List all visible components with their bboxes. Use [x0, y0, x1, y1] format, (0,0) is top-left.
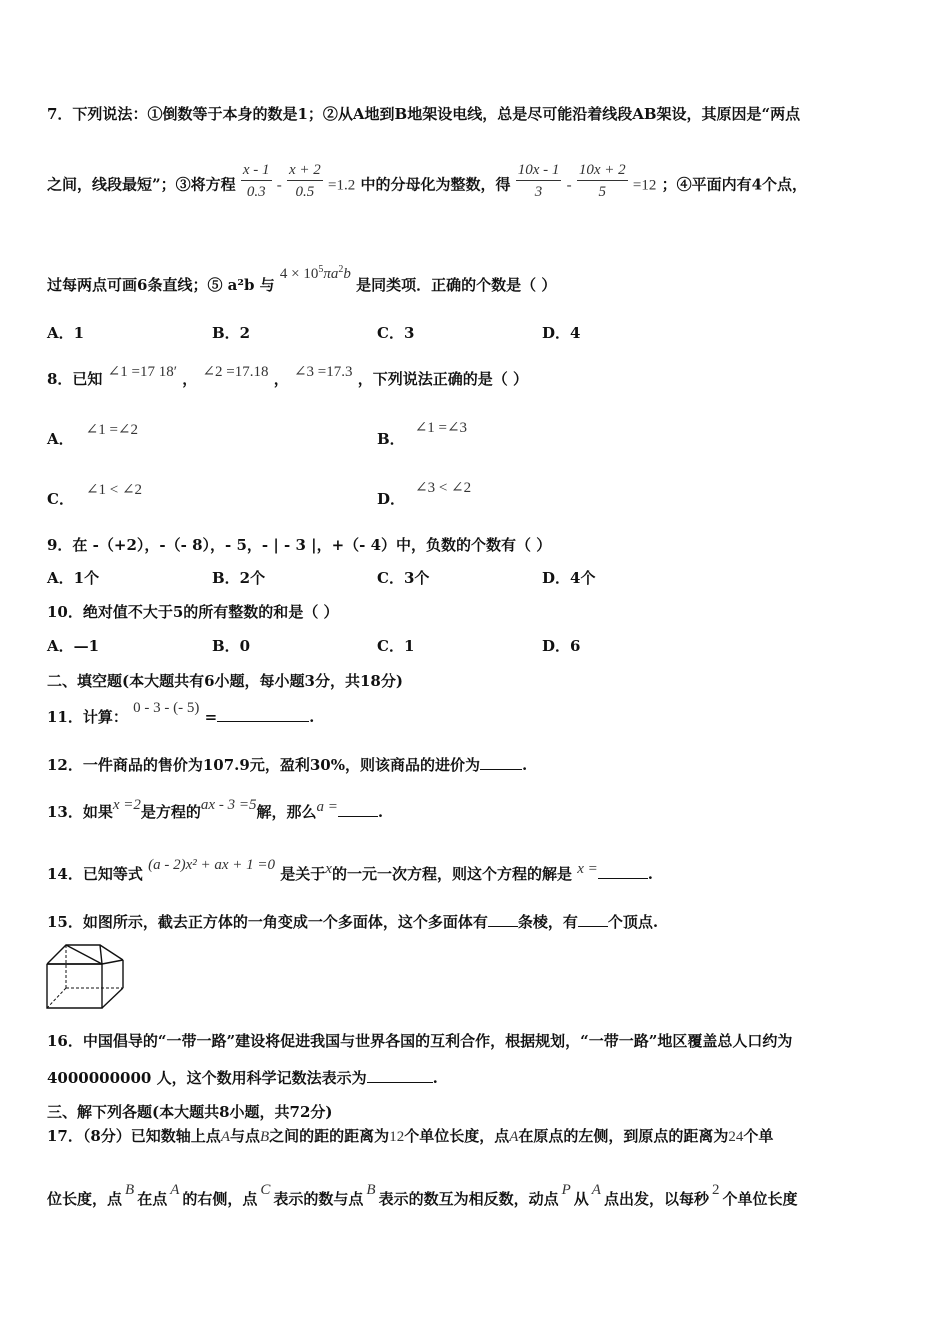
q7-line3-b: 是同类项．正确的个数是（ ）	[356, 276, 557, 294]
q10-option-c: C．1	[377, 637, 415, 655]
q7-eq1-den2: 0.5	[295, 184, 315, 200]
q11-end: .	[309, 708, 315, 726]
q17-num-24: 24	[728, 1129, 744, 1145]
q14-answer-blank[interactable]	[598, 877, 648, 879]
q15	[47, 911, 658, 932]
q11-expr: 0 - 3 - (- 5)	[133, 700, 200, 716]
q9-option-d: D．4个	[542, 569, 596, 587]
q17-l2-d: 表示的数与点	[273, 1190, 364, 1208]
q8-option-a-label: A．	[47, 430, 74, 448]
q13-e2: ax - 3 =5	[200, 797, 257, 813]
q7-line2	[47, 164, 807, 207]
q8-angle1: ∠1 =17 18′	[107, 364, 177, 380]
q17-point-p: P	[561, 1182, 571, 1198]
q8-suffix: ，下列说法正确的是（ ）	[357, 370, 528, 388]
q7-eq1-rhs: =1.2	[328, 177, 356, 194]
q12-text: 12．一件商品的售价为107.9元，盈利30%，则该商品的进价为	[47, 756, 480, 774]
q13-end: .	[377, 803, 384, 821]
q10-stem: 10．绝对值不大于5的所有整数的和是（ ）	[47, 603, 339, 621]
q7-eq2-den2: 5	[598, 184, 606, 200]
q7-eq2-frac2	[577, 160, 628, 203]
q8-option-b-label: B．	[377, 430, 405, 448]
q10-option-a: A．—1	[47, 637, 100, 655]
q17-l1-c: 之间的距的距离为	[269, 1127, 390, 1145]
q17-point-b-3: B	[366, 1182, 376, 1198]
q17-l1-e: 在原点的左侧，到原点的距离为	[518, 1127, 729, 1145]
q14-e2: x	[325, 861, 332, 877]
truncated-cube-figure	[44, 942, 128, 1012]
q7-eq2-num1: 10x - 1	[516, 160, 562, 181]
q15-vertices-blank[interactable]	[578, 925, 608, 927]
q8-option-d-label: D．	[377, 490, 406, 508]
q9-option-b: B．2个	[212, 569, 266, 587]
q8-option-b-expr: ∠1 =∠3	[414, 420, 468, 436]
q15-edges-blank[interactable]	[488, 925, 518, 927]
q7-term-exp: 5	[318, 264, 324, 275]
q13-a: 13．如果	[47, 803, 113, 821]
q7-eq2-num2: 10x + 2	[577, 160, 628, 181]
q7-option-c: C．3	[377, 324, 415, 342]
q16-line1: 16．中国倡导的“一带一路”建设将促进我国与世界各国的互利合作，根据规划，“一带一路”地区覆盖总人口约为	[47, 1032, 793, 1050]
q7-option-b: B．2	[212, 324, 251, 342]
q9-option-c: C．3个	[377, 569, 430, 587]
q15-c: 个顶点.	[607, 913, 659, 931]
q17-point-b-2: B	[125, 1182, 135, 1198]
q16-line2-text: 4000000000 人，这个数用科学记数法表示为	[47, 1069, 367, 1087]
q17-point-a-2: A	[509, 1129, 519, 1145]
q15-b: 条棱，有	[517, 913, 578, 931]
q14	[47, 857, 653, 884]
q14-a: 14．已知等式	[47, 865, 143, 883]
q10-option-d: D．6	[542, 637, 581, 655]
q14-b: 是关于	[280, 865, 326, 883]
q7-option-d: D．4	[542, 324, 581, 342]
q11-prefix: 11．计算：	[47, 708, 128, 726]
q13-b: 是方程的	[140, 803, 201, 821]
q12-answer-blank[interactable]	[480, 768, 522, 770]
q17-l2-b: 在点	[137, 1190, 168, 1208]
q8-angle3: ∠3 =17.3	[293, 364, 353, 380]
q7-eq1-minus: -	[276, 177, 282, 194]
q17-point-a: A	[220, 1129, 230, 1145]
q8-option-a	[47, 422, 138, 449]
q8-option-c-expr: ∠1 < ∠2	[85, 482, 143, 498]
q7-line2-a: 之间，线段最短”；③将方程	[47, 175, 236, 194]
q17-num-2: 2	[711, 1182, 720, 1198]
q12-end: .	[521, 756, 528, 774]
q8-option-d-expr: ∠3 < ∠2	[415, 480, 472, 496]
q8-option-c-label: C．	[47, 490, 74, 508]
q13-c: 解，那么	[256, 803, 317, 821]
q9-option-a: A．1个	[47, 569, 100, 587]
section-2-heading: 二、填空题(本大题共有6小题，每小题3分，共18分)	[47, 672, 403, 690]
q16-answer-blank[interactable]	[367, 1081, 433, 1083]
q15-a: 15．如图所示，截去正方体的一角变成一个多面体，这个多面体有	[47, 913, 488, 931]
q17-point-a-4: A	[591, 1182, 601, 1198]
q17-l2-f: 从	[573, 1190, 589, 1208]
q7-line3	[47, 264, 557, 295]
q7-eq2-rhs: =12	[632, 177, 657, 194]
q7-line1: 7．下列说法：①倒数等于本身的数是1；②从A地到B地架设电线，总是尽可能沿着线段AB架设，其原因是“两点	[47, 105, 801, 123]
q14-c: 的一元一次方程，则这个方程的解是	[331, 865, 572, 883]
q17-line1	[47, 1125, 773, 1146]
section-3-heading: 三、解下列各题(本大题共8小题，共72分)	[47, 1103, 333, 1121]
q8-angle2: ∠2 =17.18	[202, 364, 269, 380]
q7-eq1-den1: 0.3	[246, 184, 266, 200]
q7-eq2-den1: 3	[534, 184, 543, 200]
q8-sep1: ，	[182, 370, 198, 388]
q8-option-b	[377, 420, 468, 449]
q11	[47, 700, 315, 727]
q17-l1-d: 个单位长度，点	[404, 1127, 510, 1145]
q10-option-b: B．0	[212, 637, 251, 655]
q7-eq1-num2: x + 2	[287, 160, 323, 181]
q16-end: .	[432, 1069, 438, 1087]
q7-eq1-frac1	[241, 160, 272, 203]
q7-eq1-num1: x - 1	[241, 160, 272, 181]
q9-stem: 9．在 -（+2），-（- 8），- 5，- | - 3 |，+（- 4）中，负数的个数有（ ）	[47, 536, 552, 554]
q17-l1-f: 个单	[743, 1127, 774, 1145]
q17-point-c: C	[260, 1182, 271, 1198]
q7-line2-b: 中的分母化为整数，得	[360, 175, 511, 194]
q11-eq: =	[204, 708, 218, 726]
q13	[47, 797, 384, 822]
q17-point-b: B	[260, 1129, 270, 1145]
q7-option-a: A．1	[47, 324, 85, 342]
q14-e1: (a - 2)x² + ax + 1 =0	[148, 857, 276, 873]
q11-answer-blank[interactable]	[217, 720, 309, 722]
q7-line3-a: 过每两点可画6条直线；⑤ a²b 与	[47, 276, 275, 294]
q17-l2-c: 的右侧，点	[182, 1190, 258, 1208]
q17-l2-e: 表示的数互为相反数，动点	[378, 1190, 559, 1208]
q17-line2	[47, 1182, 798, 1209]
q7-eq2-minus: -	[566, 177, 572, 194]
q7-term-var: πa	[323, 266, 339, 282]
q17-num-12: 12	[389, 1129, 405, 1145]
q14-end: .	[647, 865, 653, 883]
q8-option-d	[377, 480, 472, 509]
q7-line2-c: ；④平面内有4个点，	[661, 175, 808, 194]
q17-l1-a: 17．（8分）已知数轴上点	[47, 1127, 221, 1145]
q7-eq1-frac2	[287, 160, 323, 203]
q14-e3: x =	[577, 861, 598, 877]
q17-l2-h: 个单位长度	[722, 1190, 798, 1208]
q17-point-a-3: A	[170, 1182, 180, 1198]
q7-term-b: b	[343, 266, 351, 282]
q8-sep2: ，	[273, 370, 289, 388]
q8-prefix: 8．已知	[47, 370, 103, 388]
q8-option-c	[47, 482, 143, 509]
q12	[47, 754, 527, 775]
q17-l1-b: 与点	[229, 1127, 260, 1145]
q8-stem	[47, 364, 528, 389]
q7-term-coef: 4 × 10	[279, 266, 319, 282]
q7-eq2-frac1	[516, 160, 562, 203]
q13-e1: x =2	[112, 797, 141, 813]
q13-e3: a =	[316, 799, 338, 815]
q8-option-a-expr: ∠1 =∠2	[85, 422, 138, 438]
q7-term-var-exp: 2	[338, 264, 344, 275]
q17-l2-g: 点出发，以每秒	[603, 1190, 709, 1208]
q16-line2	[47, 1067, 438, 1088]
q13-answer-blank[interactable]	[338, 815, 378, 817]
q17-l2-a: 位长度，点	[47, 1190, 123, 1208]
q7-like-term	[280, 266, 351, 282]
